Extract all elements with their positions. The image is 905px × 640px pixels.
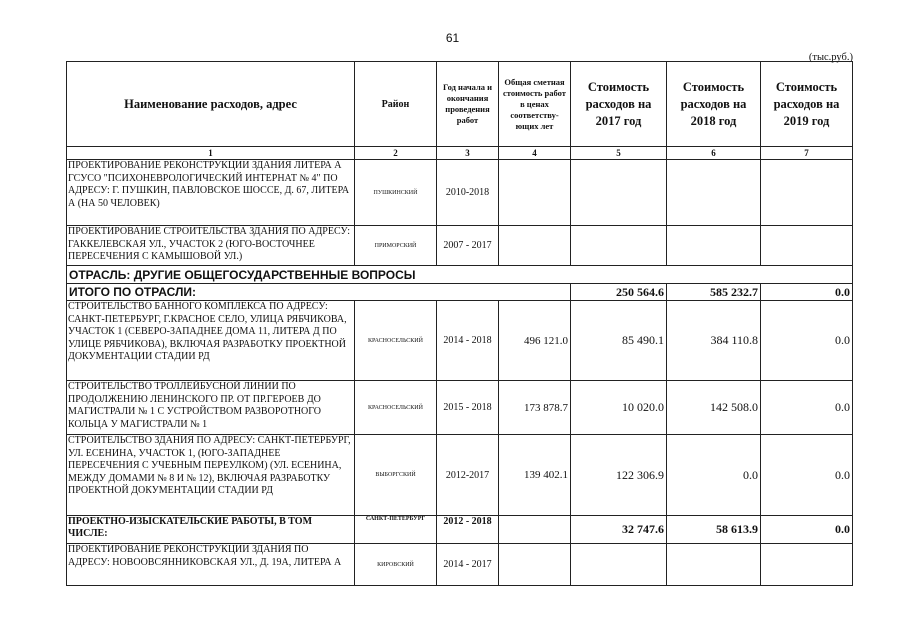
row-years: 2014 - 2017 bbox=[437, 544, 499, 586]
sector-total-label: ИТОГО ПО ОТРАСЛИ: bbox=[67, 284, 571, 301]
row-estimate: 173 878.7 bbox=[499, 381, 571, 435]
header-estimate: Общая сметная стоимость работ в ценах соответству-ющих лет bbox=[499, 62, 571, 147]
subtotal-cost-2019: 0.0 bbox=[761, 516, 853, 544]
column-number: 5 bbox=[571, 147, 667, 160]
row-cost-2018 bbox=[667, 226, 761, 266]
row-cost-2019 bbox=[761, 160, 853, 226]
row-cost-2019: 0.0 bbox=[761, 301, 853, 381]
sector-total-2018: 585 232.7 bbox=[667, 284, 761, 301]
sector-title: ОТРАСЛЬ: ДРУГИЕ ОБЩЕГОСУДАРСТВЕННЫЕ ВОПРОСЫ bbox=[67, 266, 853, 284]
row-district: ВЫБОРГСКИЙ bbox=[355, 435, 437, 516]
sector-total-2019: 0.0 bbox=[761, 284, 853, 301]
row-cost-2017 bbox=[571, 544, 667, 586]
row-cost-2017 bbox=[571, 226, 667, 266]
header-row bbox=[67, 62, 853, 147]
row-cost-2017: 85 490.1 bbox=[571, 301, 667, 381]
column-number: 3 bbox=[437, 147, 499, 160]
row-cost-2018: 384 110.8 bbox=[667, 301, 761, 381]
row-cost-2018: 142 508.0 bbox=[667, 381, 761, 435]
column-number: 1 bbox=[67, 147, 355, 160]
row-name: ПРОЕКТИРОВАНИЕ РЕКОНСТРУКЦИИ ЗДАНИЯ ПО АДРЕСУ: НОВООВСЯННИКОВСКАЯ УЛ., Д. 19А, ЛИТЕРА А bbox=[67, 544, 355, 586]
table-row bbox=[67, 544, 853, 586]
subtotal-estimate bbox=[499, 516, 571, 544]
row-years: 2007 - 2017 bbox=[437, 226, 499, 266]
header-cost-2019: Стоимость расходов на 2019 год bbox=[761, 62, 853, 147]
row-name: СТРОИТЕЛЬСТВО ТРОЛЛЕЙБУСНОЙ ЛИНИИ ПО ПРОДОЛЖЕНИЮ ЛЕНИНСКОГО ПР. ОТ ПР.ГЕРОЕВ ДО МАГИСТРАЛИ № 1 С УСТРОЙСТВОМ РАЗВОРОТНОГО КОЛЬЦА У МАГИСТРАЛИ № 1 bbox=[67, 381, 355, 435]
row-district: ПРИМОРСКИЙ bbox=[355, 226, 437, 266]
row-cost-2017: 10 020.0 bbox=[571, 381, 667, 435]
row-cost-2019 bbox=[761, 226, 853, 266]
page-number: 61 bbox=[445, 31, 460, 45]
row-cost-2019: 0.0 bbox=[761, 435, 853, 516]
column-number: 6 bbox=[667, 147, 761, 160]
row-district: КРАСНОСЕЛЬСКИЙ bbox=[355, 381, 437, 435]
subtotal-row bbox=[67, 516, 853, 544]
sector-total-row bbox=[67, 284, 853, 301]
row-years: 2012-2017 bbox=[437, 435, 499, 516]
row-name: ПРОЕКТИРОВАНИЕ СТРОИТЕЛЬСТВА ЗДАНИЯ ПО АДРЕСУ: ГАККЕЛЕВСКАЯ УЛ., УЧАСТОК 2 (ЮГО-ВОСТОЧНЕЕ ПЕРЕСЕЧЕНИЯ С КАМЫШОВОЙ УЛ.) bbox=[67, 226, 355, 266]
table-row bbox=[67, 226, 853, 266]
row-estimate: 496 121.0 bbox=[499, 301, 571, 381]
sector-title-row bbox=[67, 266, 853, 284]
row-estimate bbox=[499, 160, 571, 226]
row-years: 2010-2018 bbox=[437, 160, 499, 226]
row-cost-2018 bbox=[667, 544, 761, 586]
table-row bbox=[67, 381, 853, 435]
row-district: КИРОВСКИЙ bbox=[355, 544, 437, 586]
row-cost-2019 bbox=[761, 544, 853, 586]
row-district: ПУШКИНСКИЙ bbox=[355, 160, 437, 226]
subtotal-cost-2017: 32 747.6 bbox=[571, 516, 667, 544]
subtotal-years: 2012 - 2018 bbox=[437, 516, 499, 544]
row-name: СТРОИТЕЛЬСТВО ЗДАНИЯ ПО АДРЕСУ: САНКТ-ПЕТЕРБУРГ, УЛ. ЕСЕНИНА, УЧАСТОК 1, (ЮГО-ЗАПАДНЕЕ ПЕРЕСЕЧЕНИЯ С УЧЕБНЫМ ПЕРЕУЛКОМ) (УЛ. ЕСЕНИНА, МЕЖДУ ДОМАМИ № 8 И № 12), ВКЛЮЧАЯ РАЗРАБОТКУ ПРОЕКТНОЙ ДОКУМЕНТАЦИИ СТАДИИ РД bbox=[67, 435, 355, 516]
row-estimate bbox=[499, 226, 571, 266]
column-number: 2 bbox=[355, 147, 437, 160]
row-cost-2017: 122 306.9 bbox=[571, 435, 667, 516]
row-name: ПРОЕКТИРОВАНИЕ РЕКОНСТРУКЦИИ ЗДАНИЯ ЛИТЕРА А ГСУСО "ПСИХОНЕВРОЛОГИЧЕСКИЙ ИНТЕРНАТ № 4" ПО АДРЕСУ: Г. ПУШКИН, ПАВЛОВСКОЕ ШОССЕ, Д. 67, ЛИТЕРА А (НА 50 ЧЕЛОВЕК) bbox=[67, 160, 355, 226]
subtotal-cost-2018: 58 613.9 bbox=[667, 516, 761, 544]
row-name: СТРОИТЕЛЬСТВО БАННОГО КОМПЛЕКСА ПО АДРЕСУ: САНКТ-ПЕТЕРБУРГ, Г.КРАСНОЕ СЕЛО, УЛИЦА РЯБЧИКОВА, УЧАСТОК 1 (СЕВЕРО-ЗАПАДНЕЕ ДОМА 11, ЛИТЕРА Д ПО УЛИЦЕ РЯБЧИКОВА), ВКЛЮЧАЯ РАЗРАБОТКУ ПРОЕКТНОЙ ДОКУМЕНТАЦИИ СТАДИИ РД bbox=[67, 301, 355, 381]
header-district: Район bbox=[355, 62, 437, 147]
row-years: 2015 - 2018 bbox=[437, 381, 499, 435]
table-row bbox=[67, 435, 853, 516]
header-cost-2018: Стоимость расходов на 2018 год bbox=[667, 62, 761, 147]
table-row bbox=[67, 301, 853, 381]
column-number-row bbox=[67, 147, 853, 160]
row-cost-2017 bbox=[571, 160, 667, 226]
table-row bbox=[67, 160, 853, 226]
row-cost-2018: 0.0 bbox=[667, 435, 761, 516]
expenses-table bbox=[66, 61, 853, 586]
row-cost-2019: 0.0 bbox=[761, 381, 853, 435]
header-years: Год начала и окончания проведения работ bbox=[437, 62, 499, 147]
row-years: 2014 - 2018 bbox=[437, 301, 499, 381]
sector-total-2017: 250 564.6 bbox=[571, 284, 667, 301]
column-number: 4 bbox=[499, 147, 571, 160]
row-cost-2018 bbox=[667, 160, 761, 226]
header-name: Наименование расходов, адрес bbox=[67, 62, 355, 147]
column-number: 7 bbox=[761, 147, 853, 160]
subtotal-name: ПРОЕКТНО-ИЗЫСКАТЕЛЬСКИЕ РАБОТЫ, В ТОМ ЧИСЛЕ: bbox=[67, 516, 355, 544]
header-cost-2017: Стоимость расходов на 2017 год bbox=[571, 62, 667, 147]
row-estimate bbox=[499, 544, 571, 586]
units-label: (тыс.руб.) bbox=[808, 52, 853, 63]
subtotal-district: САНКТ-ПЕТЕРБУРГ bbox=[355, 516, 437, 544]
row-district: КРАСНОСЕЛЬСКИЙ bbox=[355, 301, 437, 381]
row-estimate: 139 402.1 bbox=[499, 435, 571, 516]
